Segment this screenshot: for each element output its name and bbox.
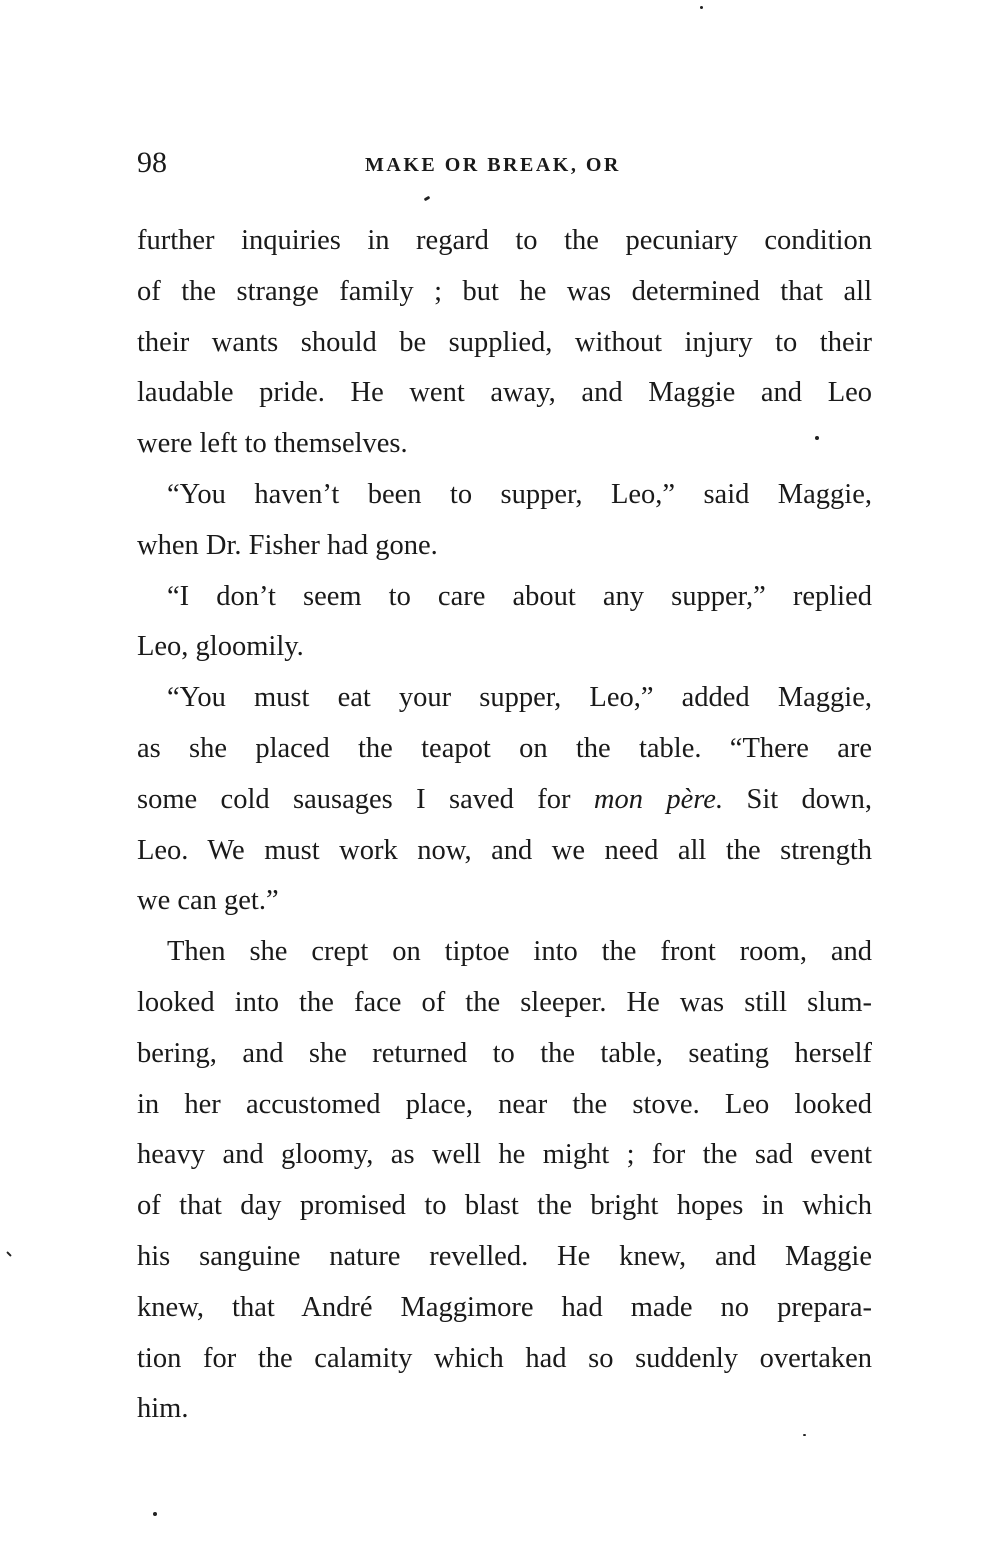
text-line: further inquiries in regard to the pecuniary condition xyxy=(137,225,872,256)
text-line: tion for the calamity which had so suddenly overtaken xyxy=(137,1342,872,1374)
text-line: his sanguine nature revelled. He knew, and Maggie xyxy=(137,1240,872,1272)
text-line: Leo. We must work now, and we need all the strength xyxy=(137,834,872,866)
page-header xyxy=(137,146,872,186)
text-line: laudable pride. He went away, and Maggie and Leo xyxy=(137,377,872,409)
text-line: in her accustomed place, near the stove. Leo looked xyxy=(137,1088,872,1120)
text-line: “I don’t seem to care about any supper,” replied xyxy=(167,580,872,612)
scan-speck xyxy=(815,436,819,440)
text-line: “You haven’t been to supper, Leo,” said Maggie, xyxy=(167,478,872,510)
text-line: “You must eat your supper, Leo,” added Maggie, xyxy=(167,682,872,714)
scan-speck xyxy=(424,196,431,202)
text-line: of that day promised to blast the bright hopes in which xyxy=(137,1190,872,1222)
text-line: we can get.” xyxy=(137,885,279,917)
body-text xyxy=(137,216,872,1435)
text-line: knew, that André Maggimore had made no prepara- xyxy=(137,1291,872,1323)
text-segment: some cold sausages I saved for xyxy=(137,783,571,815)
text-line: when Dr. Fisher had gone. xyxy=(137,529,438,561)
scan-speck xyxy=(700,6,703,9)
text-line: Then she crept on tiptoe into the front room, and xyxy=(167,936,872,968)
text-segment: Sit down, xyxy=(746,783,872,815)
text-line: looked into the face of the sleeper. He was still slum- xyxy=(137,986,872,1018)
text-line: Leo, gloomily. xyxy=(137,631,304,663)
text-line: their wants should be supplied, without injury to their xyxy=(137,326,872,358)
scan-speck xyxy=(6,1251,12,1257)
text-line-with-italic xyxy=(137,775,872,826)
text-line: him. xyxy=(137,1393,189,1425)
text-line: of the strange family ; but he was determined that all xyxy=(137,275,872,307)
text-line: as she placed the teapot on the table. “There are xyxy=(137,732,872,764)
scan-speck xyxy=(803,1434,806,1436)
italic-phrase: mon père. xyxy=(593,783,724,815)
text-line: were left to themselves. xyxy=(137,428,408,460)
text-line: bering, and she returned to the table, seating herself xyxy=(137,1037,872,1069)
scan-speck xyxy=(153,1512,157,1516)
running-head: MAKE OR BREAK, OR xyxy=(365,154,621,176)
text-line: heavy and gloomy, as well he might ; for the sad event xyxy=(137,1139,872,1171)
page-number: 98 xyxy=(137,146,167,179)
